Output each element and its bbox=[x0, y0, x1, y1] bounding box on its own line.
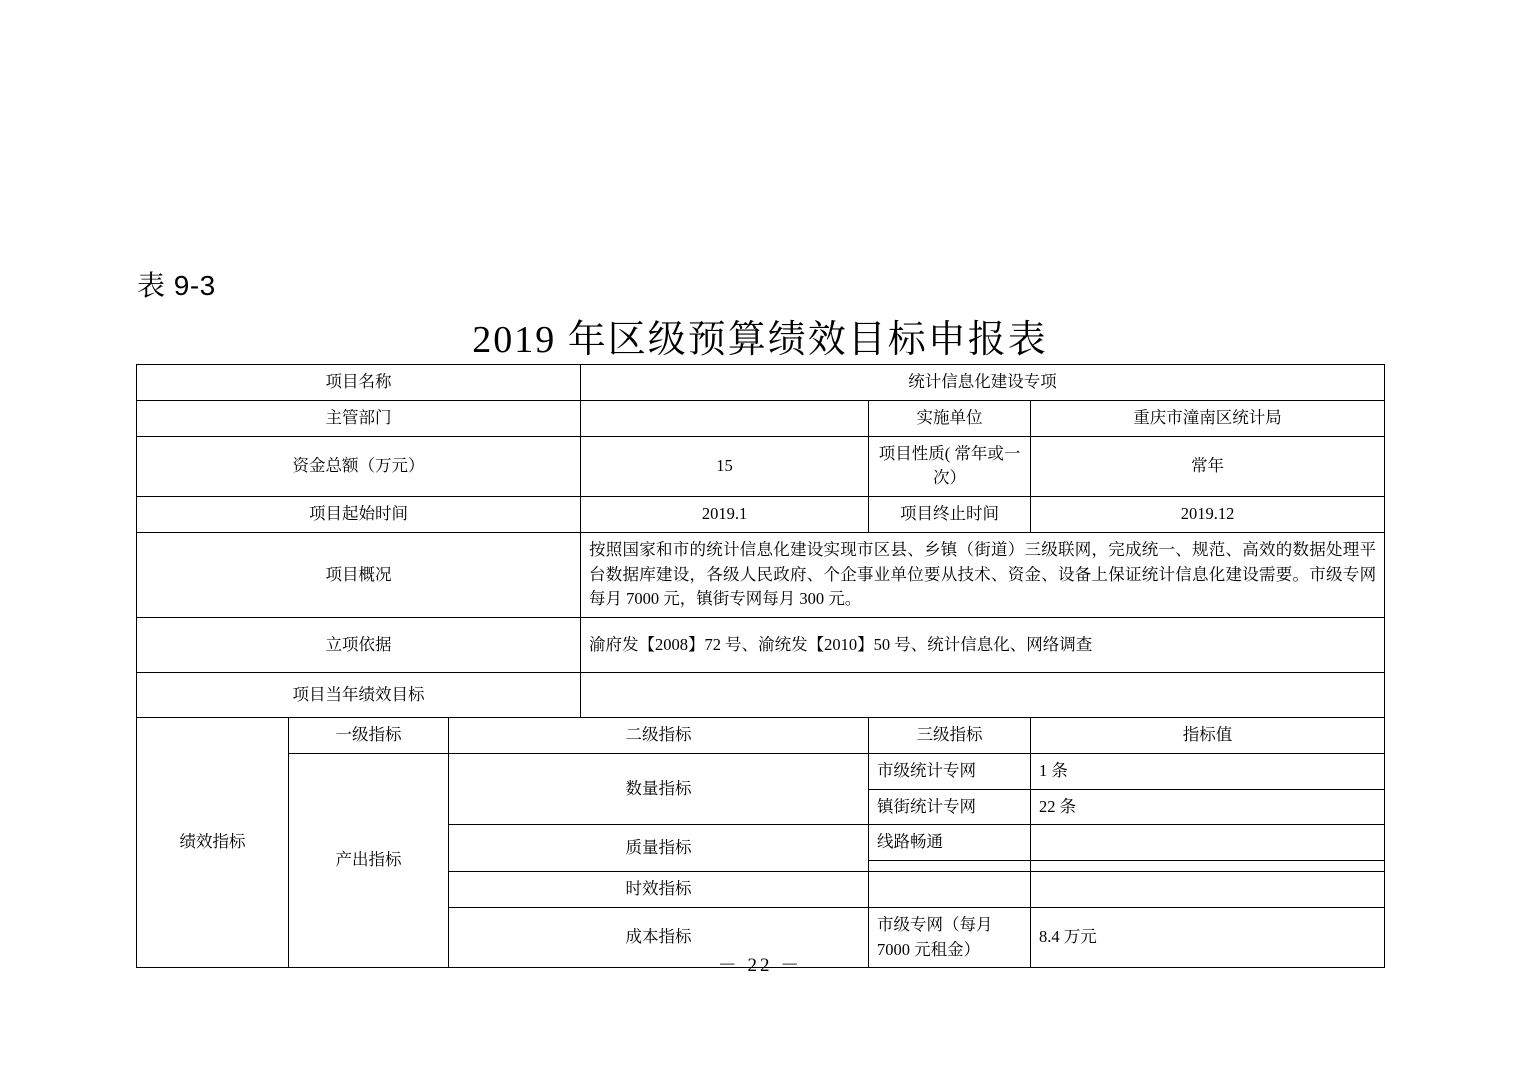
project-nature-label: 项目性质( 常年或一次） bbox=[869, 436, 1031, 497]
level2-timeliness-label: 时效指标 bbox=[449, 872, 869, 908]
header-level2: 二级指标 bbox=[449, 718, 869, 754]
indicator-value bbox=[1031, 825, 1385, 861]
basis-label: 立项依据 bbox=[137, 618, 581, 673]
overview-label: 项目概况 bbox=[137, 532, 581, 617]
level3-label: 线路畅通 bbox=[869, 825, 1031, 861]
level3-label: 市级专网（每月 7000 元租金） bbox=[869, 907, 1031, 968]
table-row bbox=[137, 753, 1385, 789]
table-row bbox=[137, 436, 1385, 497]
end-time-label: 项目终止时间 bbox=[869, 497, 1031, 533]
header-level1: 一级指标 bbox=[289, 718, 449, 754]
annual-goal-label: 项目当年绩效目标 bbox=[137, 673, 581, 718]
header-value: 指标值 bbox=[1031, 718, 1385, 754]
indicator-value: 1 条 bbox=[1031, 753, 1385, 789]
basis-value: 渝府发【2008】72 号、渝统发【2010】50 号、统计信息化、网络调查 bbox=[581, 618, 1385, 673]
dept-label: 主管部门 bbox=[137, 400, 581, 436]
unit-value: 重庆市潼南区统计局 bbox=[1031, 400, 1385, 436]
start-time-value: 2019.1 bbox=[581, 497, 869, 533]
table-row bbox=[137, 365, 1385, 401]
sheet-label: 表 9-3 bbox=[137, 270, 216, 301]
indicators-side-label: 绩效指标 bbox=[137, 718, 289, 968]
dept-value bbox=[581, 400, 869, 436]
amount-label: 资金总额（万元） bbox=[137, 436, 581, 497]
level3-label bbox=[869, 861, 1031, 872]
project-name-value: 统计信息化建设专项 bbox=[581, 365, 1385, 401]
indicator-value bbox=[1031, 872, 1385, 908]
page-title: 2019 年区级预算绩效目标申报表 bbox=[472, 319, 1048, 361]
start-time-label: 项目起始时间 bbox=[137, 497, 581, 533]
level1-output-label: 产出指标 bbox=[289, 753, 449, 968]
level3-label: 镇街统计专网 bbox=[869, 789, 1031, 825]
table-row bbox=[137, 400, 1385, 436]
project-nature-value: 常年 bbox=[1031, 436, 1385, 497]
table-row bbox=[137, 618, 1385, 673]
indicator-value bbox=[1031, 861, 1385, 872]
level3-label bbox=[869, 872, 1031, 908]
performance-target-form bbox=[136, 364, 1385, 968]
project-name-label: 项目名称 bbox=[137, 365, 581, 401]
indicator-value: 8.4 万元 bbox=[1031, 907, 1385, 968]
page-number: － 22 － bbox=[717, 955, 803, 976]
level2-cost-label: 成本指标 bbox=[449, 907, 869, 968]
table-row bbox=[137, 497, 1385, 533]
table-row bbox=[137, 673, 1385, 718]
unit-label: 实施单位 bbox=[869, 400, 1031, 436]
level2-quantity-label: 数量指标 bbox=[449, 753, 869, 825]
annual-goal-value bbox=[581, 673, 1385, 718]
table-row bbox=[137, 532, 1385, 617]
level3-label: 市级统计专网 bbox=[869, 753, 1031, 789]
indicator-value: 22 条 bbox=[1031, 789, 1385, 825]
overview-value: 按照国家和市的统计信息化建设实现市区县、乡镇（街道）三级联网，完成统一、规范、高效的数据处理平台数据库建设，各级人民政府、个企事业单位要从技术、资金、设备上保证统计信息化建设需要。市级专网每月 7000 元，镇街专网每月 300 元。 bbox=[581, 532, 1385, 617]
amount-value: 15 bbox=[581, 436, 869, 497]
table-row bbox=[137, 718, 1385, 754]
end-time-value: 2019.12 bbox=[1031, 497, 1385, 533]
header-level3: 三级指标 bbox=[869, 718, 1031, 754]
level2-quality-label: 质量指标 bbox=[449, 825, 869, 872]
